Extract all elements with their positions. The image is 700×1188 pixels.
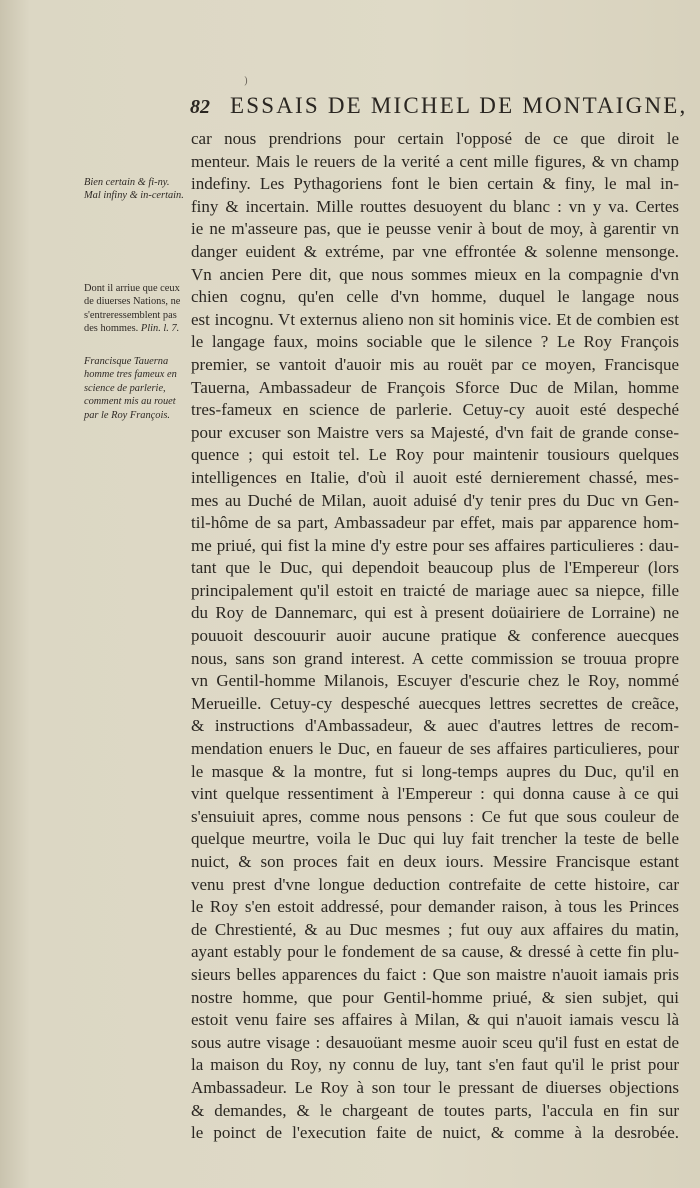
text-line: le masque & la montre, fut si long-temps aupres du Duc, qu'il en xyxy=(191,761,679,781)
running-head: ESSAIS DE MICHEL DE MONTAIGNE, xyxy=(230,93,688,118)
text-line: ayant estably pour le fondement de sa cause, & dressé à cette fin plu- xyxy=(191,942,679,962)
text-line: Vn ancien Pere dit, que nous sommes mieux en la compagnie d'vn xyxy=(191,264,679,284)
text-line: Tauerna, Ambassadeur de François Sforce Duc de Milan, homme xyxy=(191,377,679,397)
text-line: & demandes, & le chargeant de toutes parts, l'accula en fin sur xyxy=(191,1100,679,1120)
text-line: nuict, & son proces fait en deux iours. Messire Francisque estant xyxy=(191,852,679,871)
margin-note-reference: Plin. l. 7. xyxy=(140,323,180,335)
text-line: pour excuser son Maistre vers sa Majesté, d'vn fait de grande conse- xyxy=(191,422,679,442)
text-line: me priué, qui fist la mine d'y estre pour ses affaires particulieres : dau- xyxy=(191,535,679,555)
text-line: la maison du Roy, ny connu de luy, tant s'en faut qu'il le prist pour xyxy=(191,1055,679,1075)
text-line: Ambassadeur. Le Roy à son tour le pressant de diuerses objections xyxy=(191,1077,679,1097)
text-line: le Roy s'en estoit addressé, pour demander raison, à tous les Princes xyxy=(191,897,679,917)
text-line: danger euident & extréme, par vne effrontée & solenne mensonge. xyxy=(191,241,679,261)
text-line: tant que le Duc, qui dependoit beaucoup plus de l'Empereur (lors xyxy=(191,558,679,578)
text-line: tres-fameux en science de parlerie. Cetuy-cy auoit esté despeché xyxy=(191,400,679,420)
text-line: til-hôme de sa part, Ambassadeur par effet, mais par apparence hom- xyxy=(191,513,679,533)
text-line: s'ensuiuit apres, comme nous pensons : Ce fut que sous couleur de xyxy=(191,806,679,826)
text-line: mes au Duché de Milan, auoit aduisé d'y tenir pres du Duc vn Gen- xyxy=(191,490,679,510)
text-line: du Roy de Dannemarc, qui est à present doüairiere de Lorraine) ne xyxy=(191,603,679,623)
text-line: de Chrestienté, & au Duc mesmes ; fut ouy aux affaires du matin, xyxy=(191,919,679,939)
text-line: intelligences en Italie, d'où il auoit esté dernierement chassé, mes- xyxy=(191,467,679,487)
text-line: quence ; qui estoit tel. Le Roy pour maintenir tousiours quelques xyxy=(191,445,679,465)
page-number: 82 xyxy=(190,96,210,118)
text-line: quelque meurtre, voila le Duc qui luy fait trencher la teste de belle xyxy=(191,829,679,849)
body-text xyxy=(191,128,679,1145)
margin-note-text: Bien certain & fi-ny. Mal infiny & in-certain. xyxy=(84,177,184,202)
text-line: indefiny. Les Pythagoriens font le bien certain & finy, le mal in- xyxy=(191,174,679,194)
text-line: premier, se vantoit d'auoir mis au rouët par ce moyen, Francisque xyxy=(191,354,679,374)
text-line: est incognu. Vt externus alieno non sit hominis vice. Et de combien est xyxy=(191,309,679,329)
text-line: Merueille. Cetuy-cy despesché auecques lettres secrettes de creãce, xyxy=(191,693,679,713)
text-line: mendation enuers le Duc, en faueur de ses affaires particulieres, pour xyxy=(191,739,679,759)
text-line: principalement qu'il estoit en traicté de mariage auec sa niepce, fille xyxy=(191,580,679,600)
text-line: chien cognu, qu'en celle d'vn homme, duquel le langage nous xyxy=(191,287,679,307)
text-line: estoit venu faire ses affaires à Milan, & qui n'auoit iamais vescu là xyxy=(191,1010,679,1030)
text-line: ie ne m'asseure pas, que ie peusse venir à bout de moy, à garentir vn xyxy=(191,219,679,239)
margin-note-tauerna xyxy=(84,355,188,422)
text-line: car nous prendrions pour certain l'opposé de ce que diroit le xyxy=(191,129,679,148)
text-line: vn Gentil-homme Milanois, Escuyer d'escurie chez le Roy, nommé xyxy=(191,671,679,691)
page-header xyxy=(190,93,690,123)
text-line: venu prest d'vne longue deduction contrefaite de cette histoire, car xyxy=(191,874,679,894)
text-line: menteur. Mais le reuers de la verité a cent mille figures, & vn champ xyxy=(191,151,679,171)
text-line: le poinct de l'execution faite de nuict, & comme à la desrobée. xyxy=(191,1123,679,1143)
text-line: & instructions d'Ambassadeur, & auec d'autres lettres de recom- xyxy=(191,716,679,736)
margin-note-text: Francisque Tauerna homme tres fameux en science de parlerie, comment mis au rouet par le Roy François. xyxy=(84,356,177,421)
text-line: sieurs belles apparences du faict : Que son maistre n'auoit iamais pris xyxy=(191,964,679,984)
margin-note-bien-certain xyxy=(84,176,188,203)
margin-note-nations xyxy=(84,282,188,336)
text-line: finy & incertain. Mille routtes desuoyent du blanc : vn y va. Certes xyxy=(191,196,679,216)
text-line: nostre homme, que pour Gentil-homme priué, & sien subjet, qui xyxy=(191,987,679,1007)
margin-note-text: Dont il arriue que ceux de diuerses Nations, ne s'entreressemblent pas des hommes. xyxy=(84,283,181,335)
text-line: pouuoit descouurir auoir aucune pratique & conference auecques xyxy=(191,626,679,646)
folio-mark: ) xyxy=(244,76,248,87)
text-line: le langage faux, moins sociable que le silence ? Le Roy François xyxy=(191,332,679,352)
text-line: vint quelque ressentiment à l'Empereur : qui donna cause à ce qui xyxy=(191,784,679,804)
text-line: nous, sans son grand interest. A cette commission se trouua propre xyxy=(191,648,679,668)
text-line: sous autre visage : desauoüant mesme auoir sceu qu'il fust en estat de xyxy=(191,1032,679,1052)
